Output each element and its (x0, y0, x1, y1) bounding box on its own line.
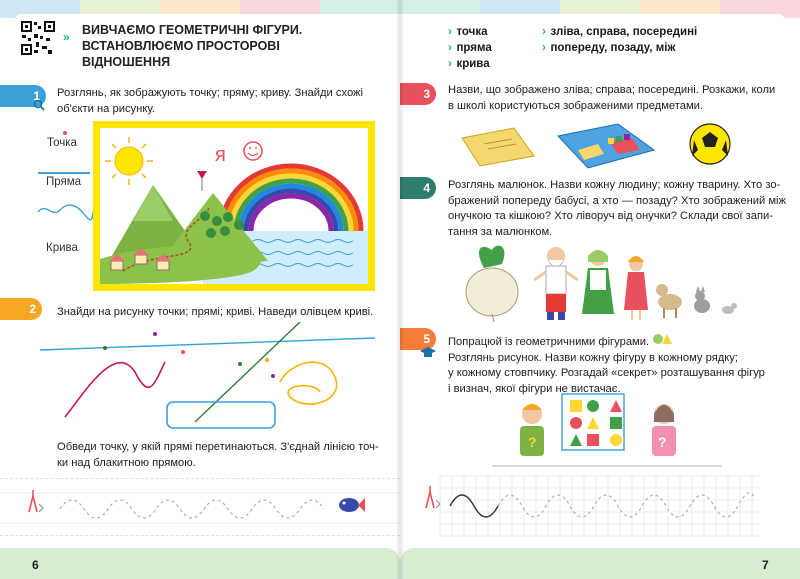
text-line: в школі користуються зображеними предметами. (448, 99, 704, 112)
task5-text (448, 333, 788, 397)
search-icon (33, 98, 45, 116)
lesson-title (82, 22, 322, 70)
title-line: ВИВЧАЄМО ГЕОМЕТРИЧНІ ФІГУРИ. (82, 23, 303, 37)
task-number-badge: 2 (0, 298, 42, 320)
landscape-picture (93, 121, 375, 291)
lines-and-curves-drawing (35, 322, 385, 437)
label-curve: Крива (46, 242, 78, 254)
term: пряма (456, 42, 492, 54)
text-line: об'єкти на рисунку. (57, 102, 155, 115)
task2-text: Знайди на рисунку точки; прямі; криві. Наведи олівцем криві. (57, 306, 374, 318)
term: крива (456, 58, 490, 70)
task-number-badge: 4 (400, 177, 436, 199)
label-line: Пряма (46, 176, 82, 188)
text-line: і визнач, якої фігури не вистачає. (448, 382, 621, 395)
qr-code[interactable] (20, 20, 56, 56)
text-line: Розглянь рисунок. Назви кожну фігуру в кожному рядку; (448, 351, 738, 364)
chevron-double-icon: » (63, 30, 70, 44)
question-mark-boy: ? (528, 434, 537, 450)
writing-practice-grid (400, 470, 780, 544)
fish-icon (336, 494, 366, 521)
term: зліва, справа, посередині (550, 26, 698, 38)
chevron-icon: › (542, 24, 546, 38)
text-line: Попрацюй із геометричними фігурами. (448, 336, 650, 348)
text-line: Розглянь малюнок. Назви кожну людину; кожну тварину. Хто зо- (448, 179, 781, 191)
task-number-badge: 5 (400, 328, 436, 350)
footer-band (400, 548, 800, 579)
title-line: ВСТАНОВЛЮЄМО ПРОСТОРОВІ (82, 39, 280, 53)
title-line: ВІДНОШЕННЯ (82, 55, 171, 69)
term: попереду, позаду, між (550, 42, 676, 54)
line-sample (38, 172, 90, 174)
chevron-icon: › (542, 40, 546, 54)
task3-text (448, 83, 788, 114)
curve-sample (36, 198, 96, 233)
page-number: 6 (32, 558, 39, 572)
right-page (400, 0, 800, 579)
pencil-icon (422, 484, 444, 517)
task1-text (57, 86, 377, 117)
text-line: тання за малюнком. (448, 225, 553, 238)
school-items-picture (458, 118, 788, 175)
text-line: Розглянь, як зображують точку; пряму; криву. Знайди схожі (57, 87, 364, 99)
chevron-icon: › (448, 56, 452, 70)
task-number-badge: 3 (400, 83, 436, 105)
task2-extra-text (57, 440, 387, 471)
text-line: бражений попереду бабусі, а хто — позаду? Хто зображений між (448, 194, 787, 207)
chevron-icon: › (448, 24, 452, 38)
text-line: онучкою та кішкою? Хто ліворуч від онучки? Склади свої запи- (448, 210, 774, 222)
task-number-badge: 1 (0, 85, 46, 107)
kite-letter: я (215, 144, 226, 166)
point-sample (63, 131, 67, 135)
text-line: у кожному стовпчику. Розгадай «секрет» розташування фігур (448, 367, 765, 379)
terms-list (448, 22, 492, 70)
question-mark-girl: ? (658, 434, 667, 450)
text-line: Обведи точку, у якій прямі перетинаються. З'єднай лінією точ- (57, 441, 379, 453)
turnip-story-picture (444, 240, 744, 327)
text-line: ки над блакитною прямою. (57, 456, 196, 469)
chevron-icon: › (448, 40, 452, 54)
task4-text (448, 178, 788, 240)
shapes-puzzle-picture (492, 392, 722, 473)
label-point: Точка (47, 137, 77, 149)
text-line: Назви, що зображено зліва; справа; посередині. Розкажи, коли (448, 84, 776, 96)
footer-band (0, 548, 400, 579)
terms-list-2 (542, 22, 697, 54)
page-number: 7 (762, 558, 769, 572)
pencil-icon (25, 488, 47, 521)
graduation-cap-icon (420, 346, 436, 364)
book-spine (397, 0, 403, 579)
term: точка (456, 26, 488, 38)
shapes-icon (652, 333, 672, 345)
